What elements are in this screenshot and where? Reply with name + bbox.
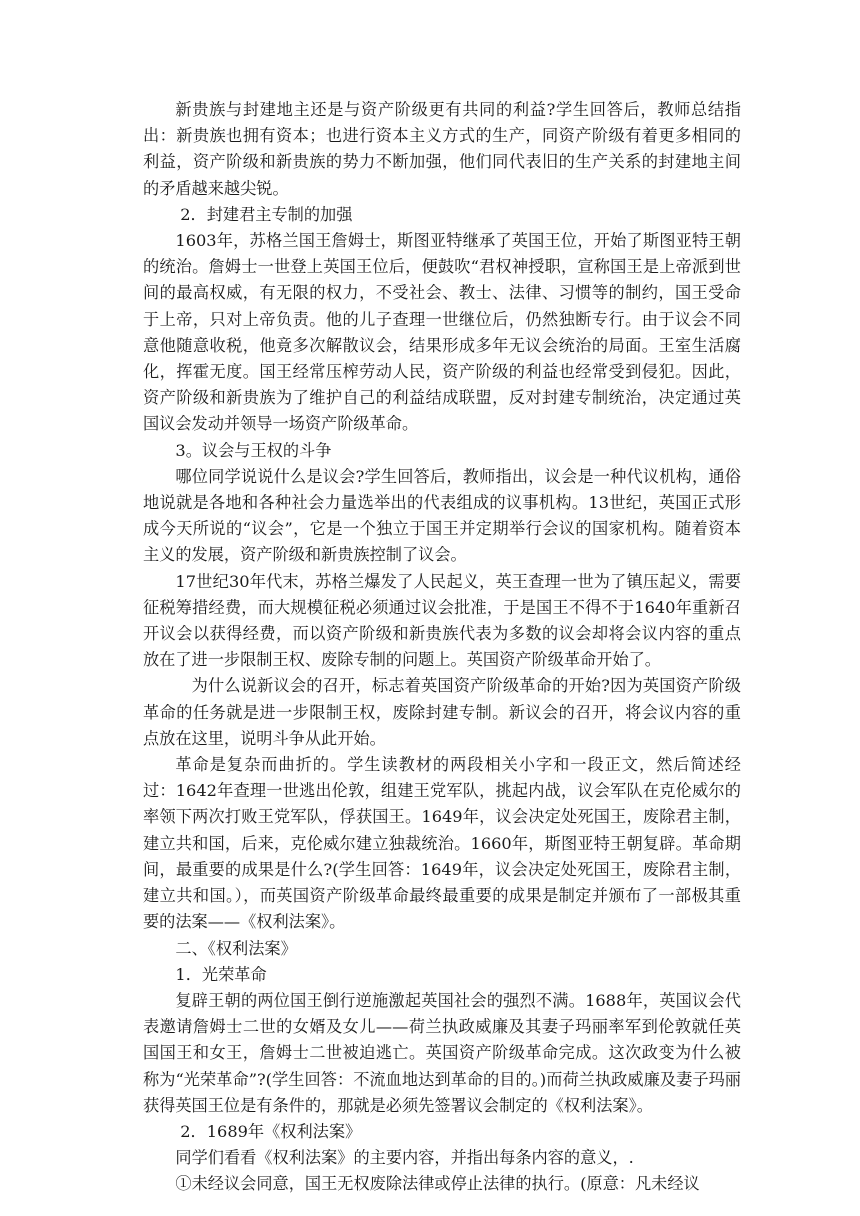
section-heading-1689-bill: 2．1689年《权利法案》: [180, 1121, 362, 1141]
section-heading-bill-of-rights: 二、《权利法案》: [175, 938, 297, 958]
paragraph-bill-item-1: ①未经议会同意，国王无权废除法律或停止法律的执行。(原意：凡未经议: [175, 1174, 700, 1194]
document-body: [143, 97, 741, 1198]
paragraph-scottish-uprising: 17世纪30年代末，苏格兰爆发了人民起义，英王查理一世为了镇压起义，需要征税筹措经费，而大规模征税必须通过议会批准，于是国王不得不于1640年重新召开议会以获得经费，而以资产阶级和新贵族代表为多数的议会却将会议内容的重点放在了进一步限制王权、废除专制的问题上。英国资产阶级革命开始了。: [143, 571, 741, 670]
paragraph-revolution-course: 革命是复杂而曲折的。学生读教材的两段相关小字和一段正文，然后简述经过：1642年查理一世逃出伦敦，组建王党军队，挑起内战，议会军队在克伦威尔的率领下两次打败王党军队，俘获国王。1649年，议会决定处死国王，废除君主制，建立共和国，后来，克伦威尔建立独裁统治。1660年，斯图亚特王朝复辟。革命期间，最重要的成果是什么?(学生回答：1649年，议会决定处死国王，废除君主制，建立共和国。），而英国资产阶级革命最终最重要的成果是制定并颁布了一部极其重要的法案——《权利法案》。: [143, 755, 741, 932]
paragraph-stuart-dynasty: 1603年，苏格兰国王詹姆士，斯图亚特继承了英国王位，开始了斯图亚特王朝的统治。詹姆士一世登上英国王位后，便鼓吹“君权神授职，宣称国王是上帝派到世间的最高权威，有无限的权力，不受社会、教士、法律、习惯等的制约，国王受命于上帝，只对上帝负责。他的儿子查理一世继位后，仍然独断专行。由于议会不同意他随意收税，他竟多次解散议会，结果形成多年无议会统治的局面。王室生活腐化，挥霍无度。国王经常压榨劳动人民，资产阶级的利益也经常受到侵犯。因此，资产阶级和新贵族为了维护自己的利益结成联盟，反对封建专制统治，决定通过英国议会发动并领导一场资产阶级革命。: [143, 231, 741, 434]
paragraph-what-is-parliament: 哪位同学说说什么是议会?学生回答后，教师指出，议会是一种代议机构，通俗地说就是各地和各种社会力量选举出的代表组成的议事机构。13世纪，英国正式形成今天所说的“议会”，它是一个独立于国王并定期举行会议的国家机构。随着资本主义的发展，资产阶级和新贵族控制了议会。: [143, 466, 741, 565]
section-heading-parliament-struggle: 3。议会与王权的斗争: [175, 440, 332, 460]
paragraph-revolution-start: 为什么说新议会的召开，标志着英国资产阶级革命的开始?因为英国资产阶级革命的任务就是进一步限制王权，废除封建专制。新议会的召开，将会议内容的重点放在这里，说明斗争从此开始。: [143, 676, 741, 748]
section-heading-glorious-revolution: 1．光荣革命: [175, 964, 267, 984]
paragraph-new-nobility: 新贵族与封建地主还是与资产阶级更有共同的利益?学生回答后，教师总结指出：新贵族也拥有资本；也进行资本主义方式的生产，同资产阶级有着更多相同的利益，资产阶级和新贵族的势力不断加强，他们同代表旧的生产关系的封建地主间的矛盾越来越尖锐。: [143, 100, 741, 198]
paragraph-glorious-revolution: 复辟王朝的两位国王倒行逆施激起英国社会的强烈不满。1688年，英国议会代表邀请詹姆士二世的女婿及女儿——荷兰执政威廉及其妻子玛丽率军到伦敦就任英国国王和女王，詹姆士二世被迫逃亡。英国资产阶级革命完成。这次政变为什么被称为“光荣革命”?(学生回答：不流血地达到革命的目的。)而荷兰执政威廉及妻子玛丽获得英国王位是有条件的，那就是必须先签署议会制定的《权利法案》。: [143, 990, 741, 1115]
paragraph-bill-contents-intro: 同学们看看《权利法案》的主要内容，并指出每条内容的意义，.: [175, 1148, 634, 1168]
section-heading-absolutism: 2．封建君主专制的加强: [180, 204, 353, 224]
